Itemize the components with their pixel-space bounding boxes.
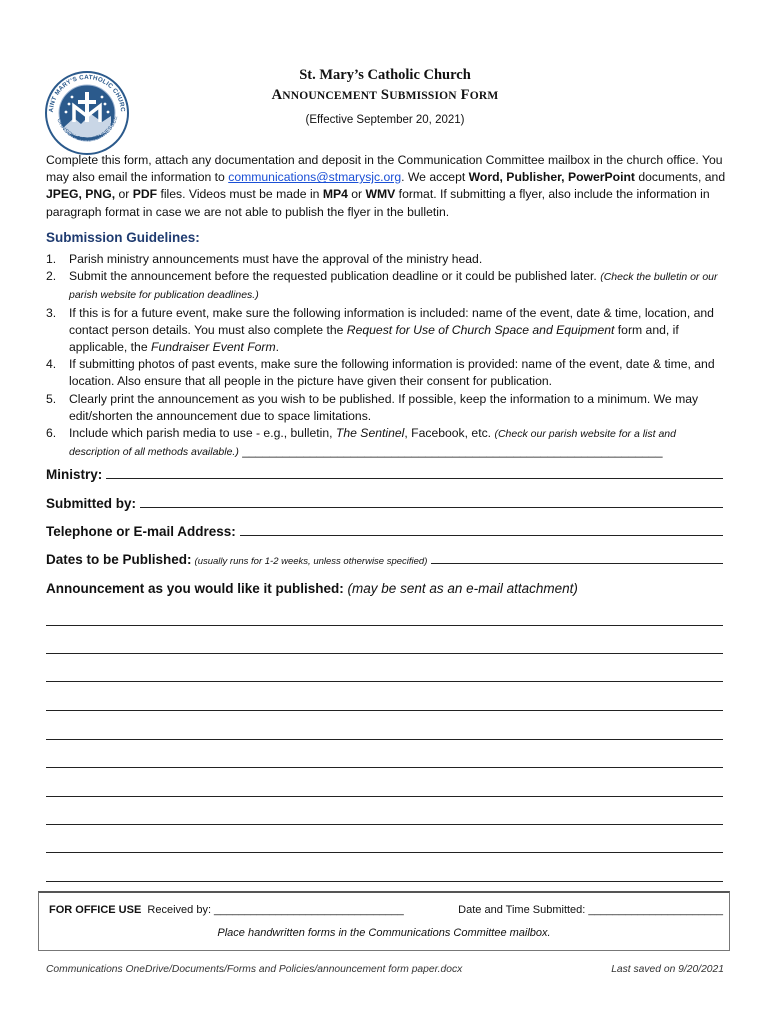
ministry-label: Ministry: <box>46 467 103 482</box>
dates-label: Dates to be Published: <box>46 552 192 567</box>
announcement-line[interactable] <box>46 653 723 654</box>
date-time-field[interactable]: Date and Time Submitted: ______________________ <box>458 904 723 916</box>
announcement-line[interactable] <box>46 681 723 682</box>
announcement-line[interactable] <box>46 625 723 626</box>
contact-label: Telephone or E-mail Address: <box>46 524 236 539</box>
office-note: Place handwritten forms in the Communications Committee mailbox. <box>217 927 551 939</box>
announcement-line[interactable] <box>46 710 723 711</box>
guideline-item: 1. Parish ministry announcements must have the approval of the ministry head. <box>46 252 483 266</box>
received-by-label: Received by: _______________________________ <box>147 904 404 916</box>
dates-field[interactable] <box>46 552 723 567</box>
dates-line[interactable] <box>431 562 723 564</box>
submitted-by-field[interactable] <box>46 496 723 511</box>
contact-field[interactable] <box>46 524 723 539</box>
guideline-item: 3. If this is for a future event, make sure the following information is included: name of the event, date & time, location, and contact person details. You must also complete the Request for Use of Church Space and Equipment form and, if applicable, the Fundraiser Event Form. <box>46 305 714 355</box>
announcement-line[interactable] <box>46 881 723 882</box>
announcement-line[interactable] <box>46 824 723 825</box>
svg-text:JOHNSON CITY, TENNESSEE: OHNSON CITY, TENNESSEE <box>55 115 120 144</box>
guidelines-list <box>46 251 726 461</box>
submitted-by-line[interactable] <box>140 506 723 508</box>
announcement-line[interactable] <box>46 852 723 853</box>
office-use-label: FOR OFFICE USE <box>49 904 142 916</box>
church-title: St. Mary’s Catholic Church <box>299 67 471 83</box>
submitted-by-label: Submitted by: <box>46 496 136 511</box>
guidelines-heading: Submission Guidelines: <box>46 230 200 245</box>
footer-saved-date: Last saved on 9/20/2021 <box>611 964 724 975</box>
announcement-label: Announcement as you would like it published: (may be sent as an e-mail attachment) <box>46 581 578 596</box>
form-title: ANNOUNCEMENT SUBMISSION FORM <box>271 87 499 103</box>
email-link[interactable]: communications@stmarysjc.org <box>228 170 402 185</box>
contact-line[interactable] <box>240 534 723 536</box>
guideline-item: 4. If submitting photos of past events, make sure the following information is provided: name of the event, date & time, and location. Also ensure that all people in the picture have given their consent for publication. <box>46 357 715 389</box>
effective-date: (Effective September 20, 2021) <box>305 114 465 126</box>
guideline-item: 6. Include which parish media to use - e.g., bulletin, The Sentinel, Facebook, etc. (Check our parish website for a list and description of all methods available.) ______________________________________________________________ <box>46 426 676 459</box>
ministry-field[interactable] <box>46 467 723 482</box>
announcement-line[interactable] <box>46 796 723 797</box>
received-by-field[interactable] <box>49 904 404 916</box>
guideline-item: 5. Clearly print the announcement as you wish to be published. If possible, keep the information to a minimum. We may edit/shorten the announcement due to space limitations. <box>46 391 699 423</box>
dates-note: (usually runs for 1-2 weeks, unless otherwise specified) <box>194 556 428 567</box>
guideline-item: 2. Submit the announcement before the requested publication deadline or it could be published later. (Check the bulletin or our parish website for publication deadlines.) <box>46 269 718 302</box>
ministry-line[interactable] <box>106 477 723 479</box>
announcement-line[interactable] <box>46 739 723 740</box>
office-use-box <box>38 891 730 951</box>
intro-paragraph: Complete this form, attach any documentation and deposit in the Communication Committee mailbox in the church office. You may also email the information to communications@stmarysjc.org. We accept Word, Publisher, PowerPoint documents, and JPEG, PNG, or PDF files. Videos must be made in MP4 or WMV format. If submitting a flyer, also include the information in paragraph format in case we are not able to publish the flyer in the bulletin. <box>46 153 726 219</box>
footer-file-path: Communications OneDrive/Documents/Forms and Policies/announcement form paper.docx <box>46 964 463 975</box>
announcement-line[interactable] <box>46 767 723 768</box>
svg-text:SAINT MARY'S CATHOLIC CHURCH: AINT MARY'S CATHOLIC CHURC <box>47 73 127 113</box>
